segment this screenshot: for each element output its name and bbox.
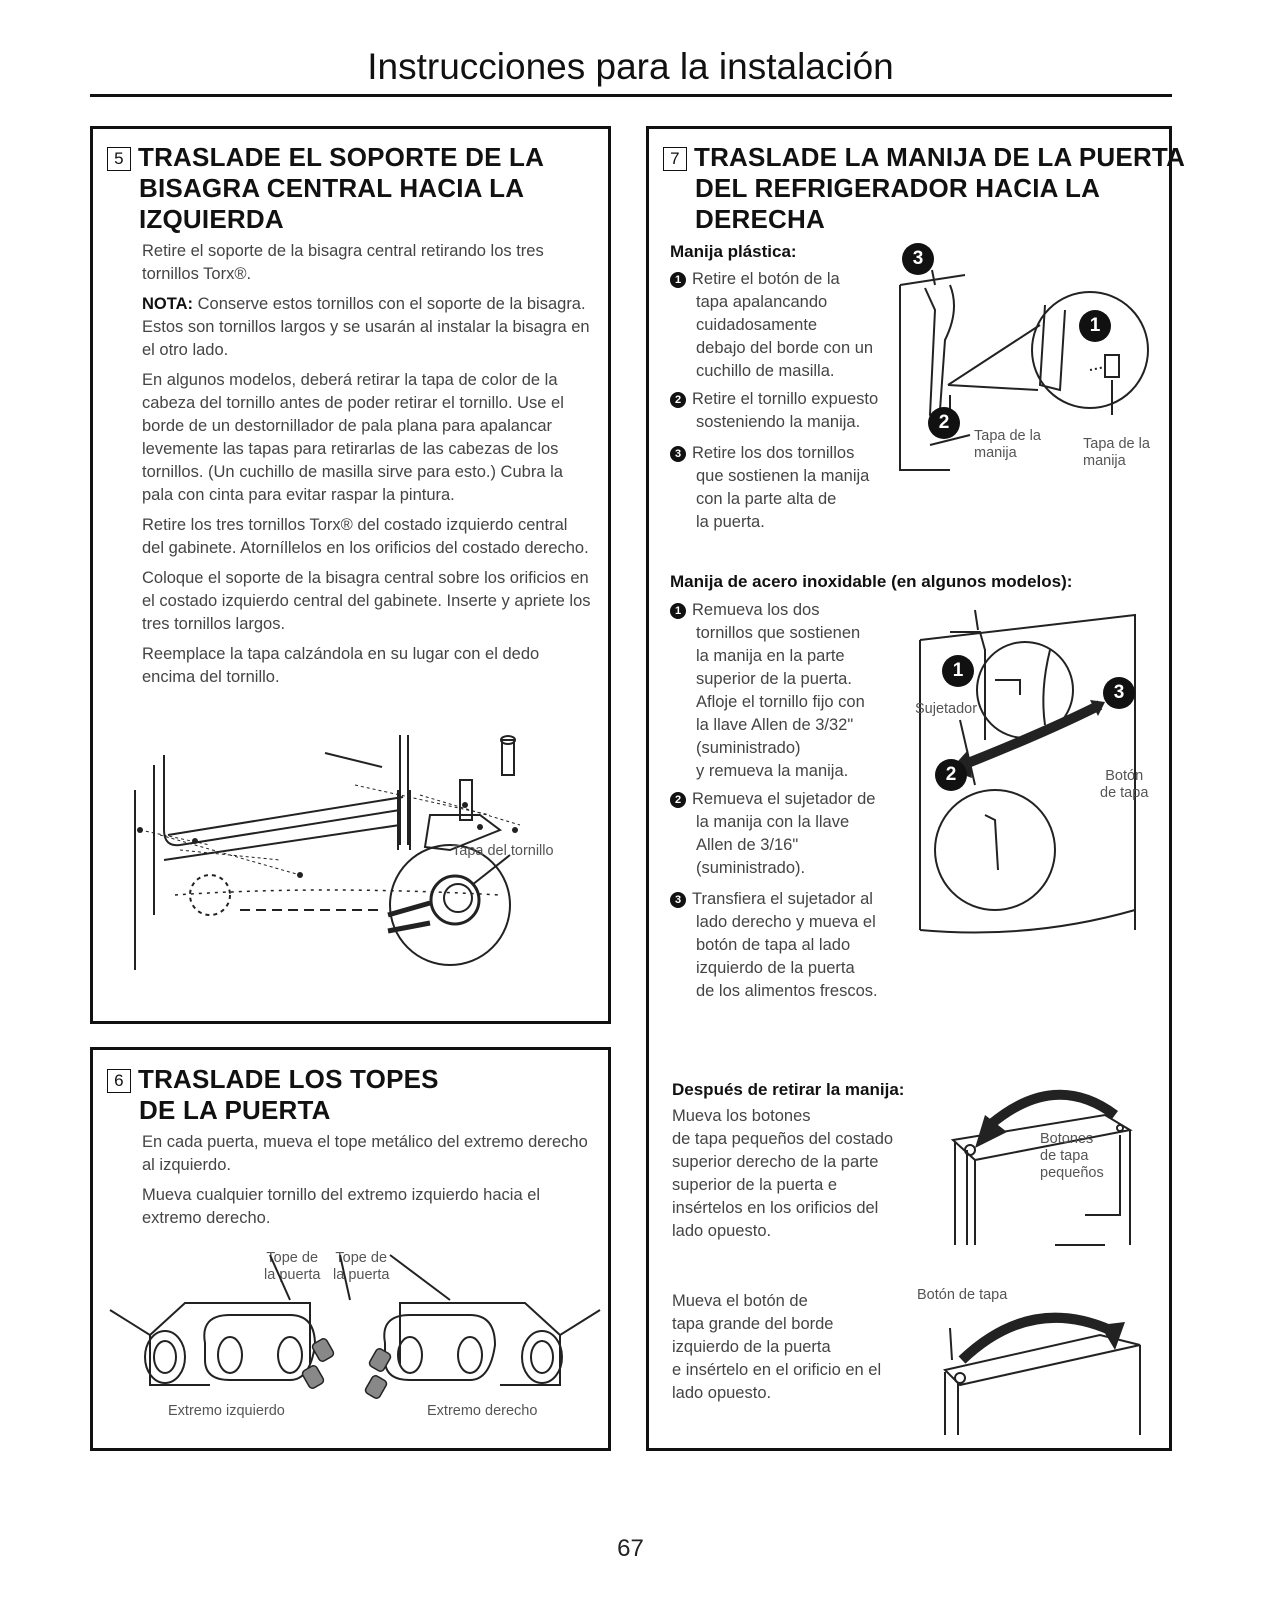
steel-step-2-number: 2 (670, 792, 686, 808)
plastic-step-3-line2: que sostienen la manija (696, 467, 870, 485)
steel-callout-2: 2 (935, 759, 967, 791)
plastic-step-2 (670, 388, 878, 434)
door-stop-right-line2: la puerta (333, 1267, 390, 1283)
hinge-bracket-illustration (120, 735, 600, 1015)
nota-label: NOTA: (142, 295, 194, 313)
large-cap-line2: tapa grande del borde (672, 1315, 834, 1333)
large-cap-line1: Mueva el botón de (672, 1292, 808, 1310)
section-6-heading-line2: DE LA PUERTA (139, 1095, 331, 1125)
section-6-heading-line1: TRASLADE LOS TOPES (138, 1064, 439, 1094)
handle-cap-label-b (1083, 436, 1150, 470)
handle-cap-a-line1: Tapa de la (974, 428, 1041, 444)
large-cap-line3: izquierdo de la puerta (672, 1338, 831, 1356)
steel-step-1-line2: tornillos que sostienen (696, 624, 861, 642)
steel-step-1-line6: la llave Allen de 3/32" (696, 716, 854, 734)
s5-para-4: Retire los tres tornillos Torx® del costado izquierdo central del gabinete. Atorníllelos en los orificios del costado derecho. (142, 516, 589, 557)
section-7-heading (663, 142, 1185, 235)
s5-para-2-text: Conserve estos tornillos con el soporte de la bisagra. Estos son tornillos largos y se usarán al instalar la bisagra en el otro lado. (142, 295, 590, 359)
large-cap-button-illustration (940, 1300, 1150, 1440)
s6-para-2: Mueva cualquier tornillo del extremo izquierdo hacia el extremo derecho. (142, 1186, 541, 1227)
page-title: Instrucciones para la instalación (367, 46, 894, 87)
section-7-heading-line3: DERECHA (695, 204, 825, 234)
section-5-text (142, 240, 592, 689)
screw-cap-label: Tapa del tornillo (452, 843, 554, 859)
plastic-step-1-line3: cuidadosamente (696, 316, 818, 334)
steel-step-2-line1: Remueva el sujetador de (692, 790, 876, 808)
left-end-label: Extremo izquierdo (168, 1403, 285, 1419)
plastic-step-2-line1: Retire el tornillo expuesto (692, 390, 879, 408)
steel-handle-title: Manija de acero inoxidable (en algunos modelos): (670, 572, 1073, 591)
small-cap-line2: de tapa (1040, 1148, 1089, 1164)
plastic-step-1-line5: cuchillo de masilla. (696, 362, 835, 380)
s5-para-1: Retire el soporte de la bisagra central retirando los tres tornillos Torx®. (142, 242, 544, 283)
section-6-text (142, 1131, 592, 1230)
handle-cap-label-a (974, 428, 1041, 462)
plastic-step-3-line3: con la parte alta de (696, 490, 837, 508)
plastic-callout-1: 1 (1079, 310, 1111, 342)
steel-step-1-line7: (suministrado) (696, 739, 801, 757)
steel-step-1-line8: y remueva la manija. (696, 762, 849, 780)
cap-button-line1: Botón (1105, 768, 1144, 784)
steel-step-1-number: 1 (670, 603, 686, 619)
large-cap-line4: e insértelo en el orificio en el (672, 1361, 882, 1379)
cap-button-line2: de tapa (1100, 785, 1149, 801)
steel-callout-3: 3 (1103, 677, 1135, 709)
steel-step-3 (670, 888, 878, 1003)
steel-step-1-line3: la manija en la parte (696, 647, 845, 665)
after-removal-text (672, 1105, 893, 1243)
title-rule (90, 94, 1172, 97)
section-5-heading-line2: BISAGRA CENTRAL HACIA LA (139, 173, 525, 203)
small-cap-buttons-label (1040, 1131, 1104, 1182)
plastic-step-1-number: 1 (670, 272, 686, 288)
steel-step-3-line3: botón de tapa al lado (696, 936, 851, 954)
after-removal-line2: de tapa pequeños del costado (672, 1130, 894, 1148)
small-cap-line3: pequeños (1040, 1165, 1104, 1181)
steel-step-1 (670, 599, 865, 783)
steel-step-2-line2: la manija con la llave (696, 813, 850, 831)
steel-step-2-line3: Allen de 3/16" (696, 836, 799, 854)
s5-para-2 (142, 293, 592, 362)
page-number: 67 (617, 1535, 644, 1562)
steel-step-1-line4: superior de la puerta. (696, 670, 852, 688)
plastic-handle-title: Manija plástica: (670, 242, 797, 261)
after-removal-line6: lado opuesto. (672, 1222, 772, 1240)
plastic-step-2-line2: sosteniendo la manija. (696, 413, 861, 431)
steel-step-2-line4: (suministrado). (696, 859, 806, 877)
steel-step-3-number: 3 (670, 892, 686, 908)
plastic-step-1 (670, 268, 873, 383)
plastic-step-3-number: 3 (670, 446, 686, 462)
plastic-step-2-number: 2 (670, 392, 686, 408)
handle-cap-b-line2: manija (1083, 453, 1126, 469)
right-end-label: Extremo derecho (427, 1403, 538, 1419)
steel-step-2 (670, 788, 875, 880)
after-removal-line3: superior derecho de la parte (672, 1153, 879, 1171)
steel-step-3-line2: lado derecho y mueva el (696, 913, 876, 931)
s5-para-6: Reemplace la tapa calzándola en su lugar con el dedo encima del tornillo. (142, 645, 540, 686)
plastic-step-1-line4: debajo del borde con un (696, 339, 874, 357)
after-removal-line5: insértelos en los orificios del (672, 1199, 879, 1217)
handle-cap-b-line1: Tapa de la (1083, 436, 1150, 452)
steel-step-3-line1: Transfiera el sujetador al (692, 890, 873, 908)
steel-step-1-line5: Afloje el tornillo fijo con (696, 693, 865, 711)
plastic-step-1-line2: tapa apalancando (696, 293, 828, 311)
s6-para-1: En cada puerta, mueva el tope metálico del extremo derecho al izquierdo. (142, 1133, 588, 1174)
door-stop-right-line1: Tope de (335, 1250, 388, 1266)
s5-para-5: Coloque el soporte de la bisagra central sobre los orificios en el costado izquierdo central del gabinete. Inserte y apriete los tres tornillos largos. (142, 569, 591, 633)
door-stop-left-line1: Tope de (266, 1250, 319, 1266)
s5-para-3: En algunos modelos, deberá retirar la tapa de color de la cabeza del tornillo antes de poder retirar el tornillo. Use el borde de un destornillador de pala plana para apalancar levemente las tapas para retirarlas de las cabezas de los tornillos. (Un cuchillo de masilla sirve para esto.) Cubra la pala con cinta para evitar raspar la pintura. (142, 371, 564, 504)
fastener-label: Sujetador (915, 701, 978, 717)
cap-button-label (1100, 768, 1148, 802)
section-5-heading-line1: TRASLADE EL SOPORTE DE LA (138, 142, 545, 172)
section-7-number: 7 (663, 147, 687, 171)
large-cap-text (672, 1290, 881, 1405)
small-cap-line1: Botones (1040, 1131, 1094, 1147)
handle-cap-a-line2: manija (974, 445, 1017, 461)
after-removal-line1: Mueva los botones (672, 1107, 811, 1125)
after-removal-line4: superior de la puerta e (672, 1176, 838, 1194)
plastic-step-3 (670, 442, 869, 534)
section-7-heading-line1: TRASLADE LA MANIJA DE LA PUERTA (694, 142, 1186, 172)
section-7-heading-line2: DEL REFRIGERADOR HACIA LA (695, 173, 1101, 203)
door-stop-left-line2: la puerta (264, 1267, 321, 1283)
steel-step-1-line1: Remueva los dos (692, 601, 820, 619)
section-5-heading (107, 142, 544, 235)
plastic-step-3-line4: la puerta. (696, 513, 765, 531)
plastic-step-1-line1: Retire el botón de la (692, 270, 840, 288)
section-5-number: 5 (107, 147, 131, 171)
large-cap-label: Botón de tapa (917, 1287, 1008, 1303)
large-cap-line5: lado opuesto. (672, 1384, 772, 1402)
after-removal-title: Después de retirar la manija: (672, 1080, 905, 1099)
plastic-callout-3: 3 (902, 243, 934, 275)
section-5-heading-line3: IZQUIERDA (139, 204, 284, 234)
plastic-callout-2: 2 (928, 407, 960, 439)
section-6-number: 6 (107, 1069, 131, 1093)
steel-callout-1: 1 (942, 655, 974, 687)
plastic-step-3-line1: Retire los dos tornillos (692, 444, 855, 462)
door-stops-illustration (110, 1255, 600, 1405)
section-6-heading (107, 1064, 439, 1126)
steel-step-3-line4: izquierdo de la puerta (696, 959, 855, 977)
steel-step-3-line5: de los alimentos frescos. (696, 982, 878, 1000)
